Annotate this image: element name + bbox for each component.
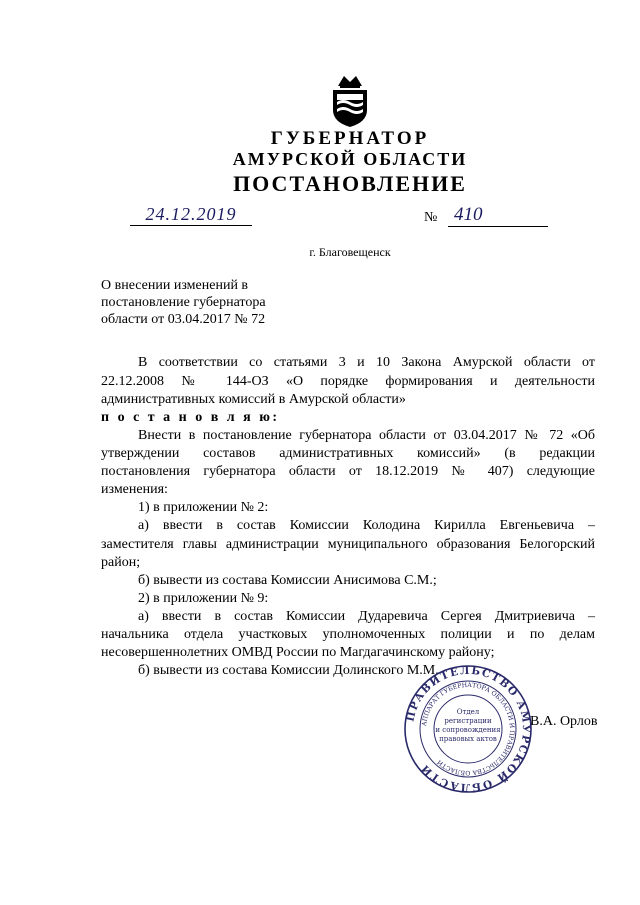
subject-line: области от 03.04.2017 № 72 xyxy=(101,312,266,327)
body-line: несовершеннолетних ОМВД России по Магдагачинскому району; xyxy=(101,645,495,660)
coat-of-arms-icon xyxy=(330,72,370,128)
seal-center-text: регистрации xyxy=(444,717,492,725)
document-date: 24.12.2019 xyxy=(130,204,252,226)
subject-line: О внесении изменений в xyxy=(101,278,249,293)
official-seal xyxy=(403,664,533,794)
document-title-region: АМУРСКОЙ ОБЛАСТИ xyxy=(232,149,468,169)
body-line: утверждении составов административных комиссий» (в редакции xyxy=(101,446,595,461)
body-line: район; xyxy=(101,555,141,570)
list-item: 1) в приложении № 2: xyxy=(138,500,269,515)
body-line: В соответствии со статьями 3 и 10 Закона Амурской области от xyxy=(138,355,595,370)
list-item: а) ввести в состав Комиссии Дударевича Сергея Дмитриевича – xyxy=(138,609,595,624)
body-line: начальника отдела участковых уполномоченных полиции и по делам xyxy=(101,627,595,642)
body-line: изменения: xyxy=(101,482,168,497)
city: г. Благовещенск xyxy=(309,245,391,259)
body-line: 22.12.2008 № 144-ОЗ «О порядке формирования и деятельности xyxy=(101,374,595,389)
svg-text:АППАРАТ ГУБЕРНАТОРА ОБЛАСТИ И: АППАРАТ ГУБЕРНАТОРА ОБЛАСТИ И ПРАВИТЕЛЬСТВА ОБЛАСТИ xyxy=(421,681,516,777)
document-title-governor: ГУБЕРНАТОР xyxy=(270,128,430,149)
subject-line: постановление губернатора xyxy=(101,295,266,310)
resolution-word: п о с т а н о в л я ю: xyxy=(101,410,280,425)
body-line: постановления губернатора области от 18.12.2019 № 407) следующие xyxy=(101,464,595,479)
number-label: № xyxy=(424,210,438,225)
list-item: б) вывести из состава Комиссии Долинского М.М. xyxy=(138,663,439,678)
seal-center-text: и сопровождения xyxy=(435,726,501,734)
list-item: 2) в приложении № 9: xyxy=(138,591,269,606)
document-subject xyxy=(101,277,301,328)
signatory-name: В.А. Орлов xyxy=(530,714,598,729)
body-line: административных комиссий в Амурской области» xyxy=(101,392,406,407)
document-number: 410 xyxy=(448,204,548,227)
seal-center-text: Отдел xyxy=(456,708,480,716)
body-line: Внести в постановление губернатора области от 03.04.2017 № 72 «Об xyxy=(138,428,595,443)
list-item: б) вывести из состава Комиссии Анисимова С.М.; xyxy=(138,573,437,588)
seal-center-text: правовых актов xyxy=(439,735,497,743)
svg-text:ПРАВИТЕЛЬСТВО АМУРСКОЙ ОБЛАСТИ: ПРАВИТЕЛЬСТВО АМУРСКОЙ ОБЛАСТИ xyxy=(404,664,533,794)
document-type: ПОСТАНОВЛЕНИЕ xyxy=(233,171,467,196)
body-line: заместителя главы администрации муниципального образования Белогорский xyxy=(101,537,595,552)
list-item: а) ввести в состав Комиссии Колодина Кирилла Евгеньевича – xyxy=(138,518,595,533)
